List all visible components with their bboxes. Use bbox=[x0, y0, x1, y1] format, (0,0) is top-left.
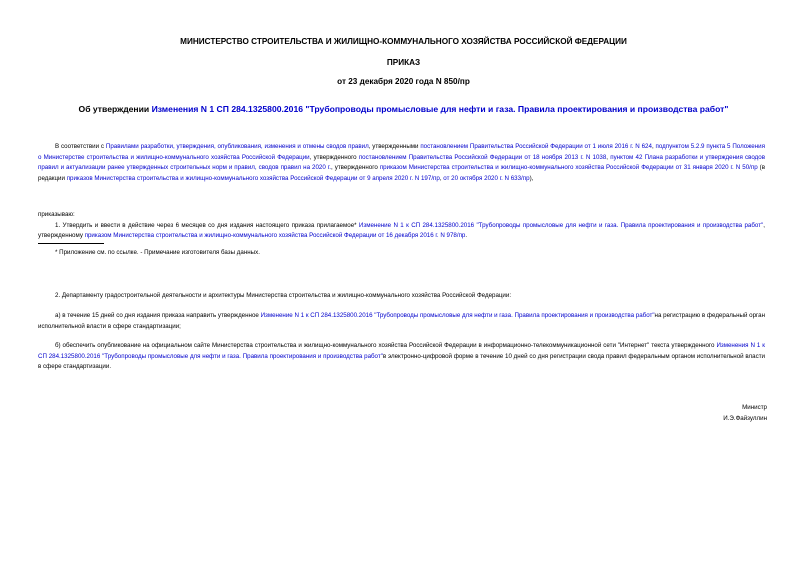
preamble-text: В соответствии с bbox=[55, 143, 106, 150]
link-subclause-5-2-9[interactable]: подпунктом 5.2.9 пункта 5 Положения о Министерстве строительства и жилищно-коммунального хозяйства Российской Федерации bbox=[38, 143, 765, 161]
document-date-number: от 23 декабря 2020 года N 850/пр bbox=[337, 77, 470, 86]
link-order-978[interactable]: приказом Министерства строительства и жилищно-коммунального хозяйства Российской Федерации от 16 декабря 2016 г. N 978/пр bbox=[84, 232, 466, 240]
item-2b bbox=[38, 341, 765, 373]
preamble-text: , утвержденными bbox=[368, 143, 421, 150]
preamble-text: , bbox=[651, 143, 656, 150]
link-order-50[interactable]: приказом Министерства строительства и жилищно-коммунального хозяйства Российской Федерации от 31 января 2020 г. N 50/пр bbox=[379, 164, 758, 172]
order-text: 1. Утвердить и ввести в действие через 6 месяцев со дня издания настоящего приказа прилагаемое* bbox=[55, 221, 359, 229]
link-order-197[interactable]: приказов Министерства строительства и жилищно-коммунального хозяйства Российской Федерации от 9 апреля 2020 г. N 197/пр bbox=[66, 174, 440, 182]
order-block bbox=[38, 210, 765, 242]
title-prefix: Об утверждении bbox=[78, 104, 152, 114]
title-link[interactable]: Изменения N 1 СП 284.1325800.2016 "Трубопроводы промысловые для нефти и газа. Правила проектирования и производства работ" bbox=[151, 104, 729, 114]
signatory-name: И.Э.Файзуллин bbox=[723, 414, 767, 422]
order-text: . bbox=[465, 232, 468, 240]
item-text: а) в течение 15 дней со дня издания приказа направить утвержденное bbox=[55, 312, 261, 319]
ministry-heading: МИНИСТЕРСТВО СТРОИТЕЛЬСТВА И ЖИЛИЩНО-КОММУНАЛЬНОГО ХОЗЯЙСТВА РОССИЙСКОЙ ФЕДЕРАЦИИ bbox=[180, 37, 627, 46]
document-type: ПРИКАЗ bbox=[386, 58, 421, 67]
preamble-text: , утвержденного bbox=[331, 164, 380, 172]
order-text: , утвержденному bbox=[38, 221, 765, 240]
preamble-text: ), bbox=[529, 174, 534, 182]
link-rules[interactable]: Правилами разработки, утверждения, опубликования, изменения и отмены сводов правил bbox=[105, 143, 369, 150]
item-text: в электронно-цифровой форме в течение 10 дней со дня регистрации свода правил федеральным органом исполнительной власти в сфере стандартизации. bbox=[38, 352, 765, 371]
preamble-paragraph bbox=[38, 142, 765, 184]
footnote: * Приложение см. по ссылке. - Примечание изготовителя базы данных. bbox=[55, 249, 260, 256]
link-amendment-1-publication[interactable]: Изменения N 1 к СП 284.1325800.2016 "Трубопроводы промысловые для нефти и газа. Правила проектирования и производства работ" bbox=[38, 342, 765, 360]
signature-block bbox=[723, 403, 767, 424]
link-resolution-1038[interactable]: постановлением Правительства Российской Федерации от 18 ноября 2013 г. N 1038 bbox=[358, 153, 607, 161]
link-amendment-1-registration[interactable]: Изменение N 1 к СП 284.1325800.2016 "Трубопроводы промысловые для нефти и газа. Правила проектирования и производства работ" bbox=[260, 312, 655, 319]
item-text: на регистрацию в федеральный орган исполнительной власти в сфере стандартизации; bbox=[38, 312, 765, 330]
footnote-divider bbox=[38, 243, 104, 244]
link-amendment-1[interactable]: Изменение N 1 к СП 284.1325800.2016 "Трубопроводы промысловые для нефти и газа. Правила проектирования и производства работ" bbox=[358, 221, 764, 229]
item-text: б) обеспечить опубликование на официальном сайте Министерства строительства и жилищно-коммунального хозяйства Российской Федерации в информационно-телекоммуникационной сети "Интернет" текста утвержденного bbox=[55, 342, 717, 349]
preamble-text: , утвержденного bbox=[309, 153, 359, 161]
link-plan-item-42[interactable]: пунктом 42 Плана разработки и утверждения сводов правил и актуализации ранее утвержденных строительных норм и правил, сводов правил на 2020 г. bbox=[38, 153, 765, 172]
link-order-633[interactable]: от 20 октября 2020 г. N 633/пр bbox=[443, 174, 530, 182]
document-title bbox=[0, 104, 807, 114]
item-2a bbox=[38, 311, 765, 332]
order-label: приказываю: bbox=[38, 211, 75, 218]
signatory-position: Министр bbox=[742, 404, 767, 411]
item-2: 2. Департаменту градостроительной деятельности и архитектуры Министерства строительства и жилищно-коммунального хозяйства Российской Федерации: bbox=[55, 292, 512, 299]
preamble-text: , bbox=[606, 153, 611, 161]
preamble-text: (в редакции bbox=[38, 164, 766, 182]
preamble-text: , bbox=[439, 174, 444, 182]
order-item-1 bbox=[38, 221, 765, 242]
link-resolution-624[interactable]: постановлением Правительства Российской Федерации от 1 июля 2016 г. N 624 bbox=[420, 143, 652, 150]
